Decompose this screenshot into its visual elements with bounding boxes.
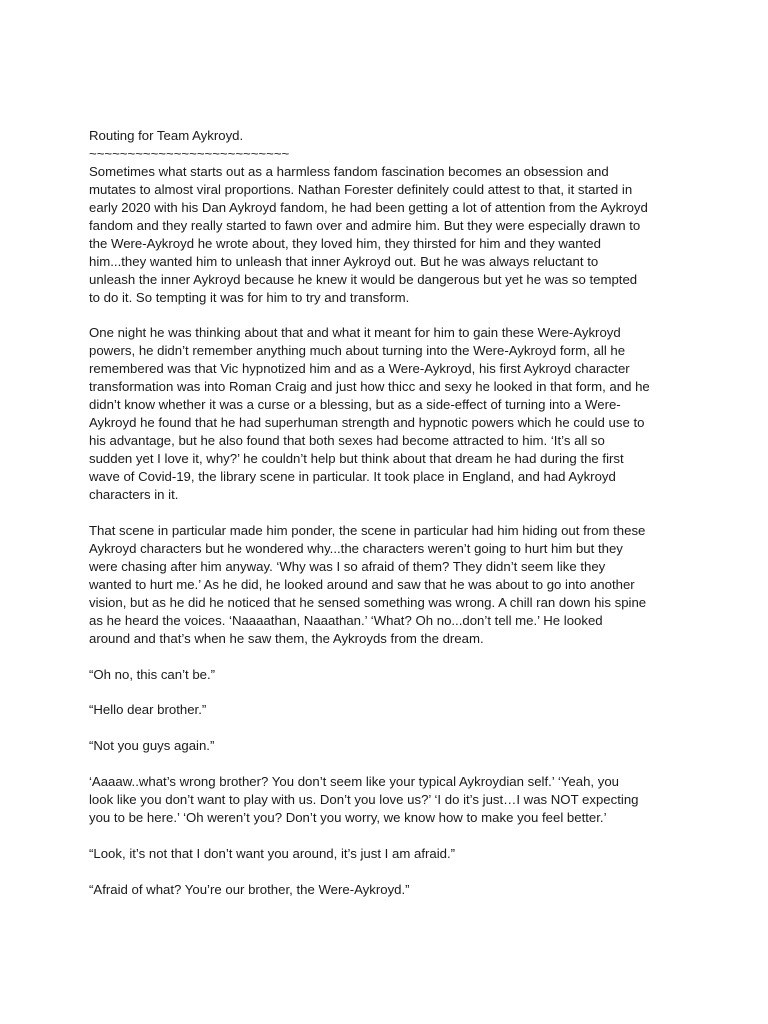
text-line: “Oh no, this can’t be.”	[89, 666, 216, 682]
paragraph	[89, 773, 711, 827]
text-line: Sometimes what starts out as a harmless fandom fascination becomes an obsession and	[89, 163, 609, 179]
text-line: around and that’s when he saw them, the Aykroyds from the dream.	[89, 630, 484, 646]
text-line: the Were-Aykroyd he wrote about, they loved him, they thirsted for him and they wanted	[89, 235, 601, 251]
text-line: his advantage, but he also found that both sexes had become attracted to him. ‘It’s all so	[89, 433, 605, 449]
text-line: powers, he didn’t remember anything much about turning into the Were-Aykroyd form, all he	[89, 343, 626, 359]
text-line: transformation was into Roman Craig and just how thicc and sexy he looked in that form, and he	[89, 379, 650, 395]
paragraph	[89, 666, 711, 684]
title-divider: ~~~~~~~~~~~~~~~~~~~~~~~~~~	[89, 145, 290, 161]
text-line: you to be here.’ ‘Oh weren’t you? Don’t you worry, we know how to make you feel better.’	[89, 810, 607, 826]
text-line: were chasing after him anyway. ‘Why was I so afraid of them? They didn’t seem like they	[89, 558, 606, 574]
document-body	[89, 163, 711, 899]
text-line: didn’t know whether it was a curse or a blessing, but as a side-effect of turning into a Were-	[89, 397, 621, 413]
text-line: Aykroyd characters but he wondered why...the characters weren’t going to hurt him but they	[89, 540, 623, 556]
document-page	[89, 127, 711, 917]
text-line: wanted to hurt me.’ As he did, he looked around and saw that he was about to go into another	[89, 576, 635, 592]
text-line: as he heard the voices. ‘Naaaathan, Naaathan.’ ‘What? Oh no...don’t tell me.’ He looked	[89, 612, 603, 628]
paragraph	[89, 522, 711, 648]
text-line: him...they wanted him to unleash that inner Aykroyd out. But he was always reluctant to	[89, 253, 599, 269]
paragraph	[89, 701, 711, 719]
document-title: Routing for Team Aykroyd.	[89, 128, 244, 143]
text-line: “Look, it’s not that I don’t want you around, it’s just I am afraid.”	[89, 846, 456, 862]
text-line: characters in it.	[89, 487, 179, 503]
text-line: early 2020 with his Dan Aykroyd fandom, he had been getting a lot of attention from the Aykroyd	[89, 199, 648, 215]
text-line: sudden yet I love it, why?’ he couldn’t help but think about that dream he had during the first	[89, 451, 624, 467]
paragraph	[89, 737, 711, 755]
paragraph	[89, 845, 711, 863]
text-line: ‘Aaaaw..what’s wrong brother? You don’t seem like your typical Aykroydian self.’ ‘Yeah, you	[89, 774, 620, 790]
paragraph	[89, 324, 711, 504]
text-line: look like you don’t want to play with us. Don’t you love us?’ ‘I do it’s just…I was NOT expecting	[89, 792, 639, 808]
text-line: One night he was thinking about that and what it meant for him to gain these Were-Aykroyd	[89, 325, 621, 341]
text-line: to do it. So tempting it was for him to try and transform.	[89, 289, 410, 305]
text-line: mutates to almost viral proportions. Nathan Forester definitely could attest to that, it started in	[89, 181, 633, 197]
text-line: Aykroyd he found that he had superhuman strength and hypnotic powers which he could use to	[89, 415, 645, 431]
text-line: fandom and they really started to fawn over and admire him. But they were especially drawn to	[89, 217, 641, 233]
text-line: “Not you guys again.”	[89, 738, 215, 754]
text-line: remembered was that Vic hypnotized him and as a Were-Aykroyd, his first Aykroyd character	[89, 361, 630, 377]
text-line: “Hello dear brother.”	[89, 702, 207, 718]
text-line: unleash the inner Aykroyd because he knew it would be dangerous but yet he was so tempted	[89, 271, 638, 287]
text-line: That scene in particular made him ponder, the scene in particular had him hiding out from these	[89, 522, 646, 538]
text-line: vision, but as he did he noticed that he sensed something was wrong. A chill ran down his spine	[89, 594, 647, 610]
text-line: wave of Covid-19, the library scene in particular. It took place in England, and had Aykroyd	[89, 469, 616, 485]
paragraph	[89, 163, 711, 307]
text-line: “Afraid of what? You’re our brother, the Were-Aykroyd.”	[89, 881, 410, 897]
paragraph	[89, 881, 711, 899]
